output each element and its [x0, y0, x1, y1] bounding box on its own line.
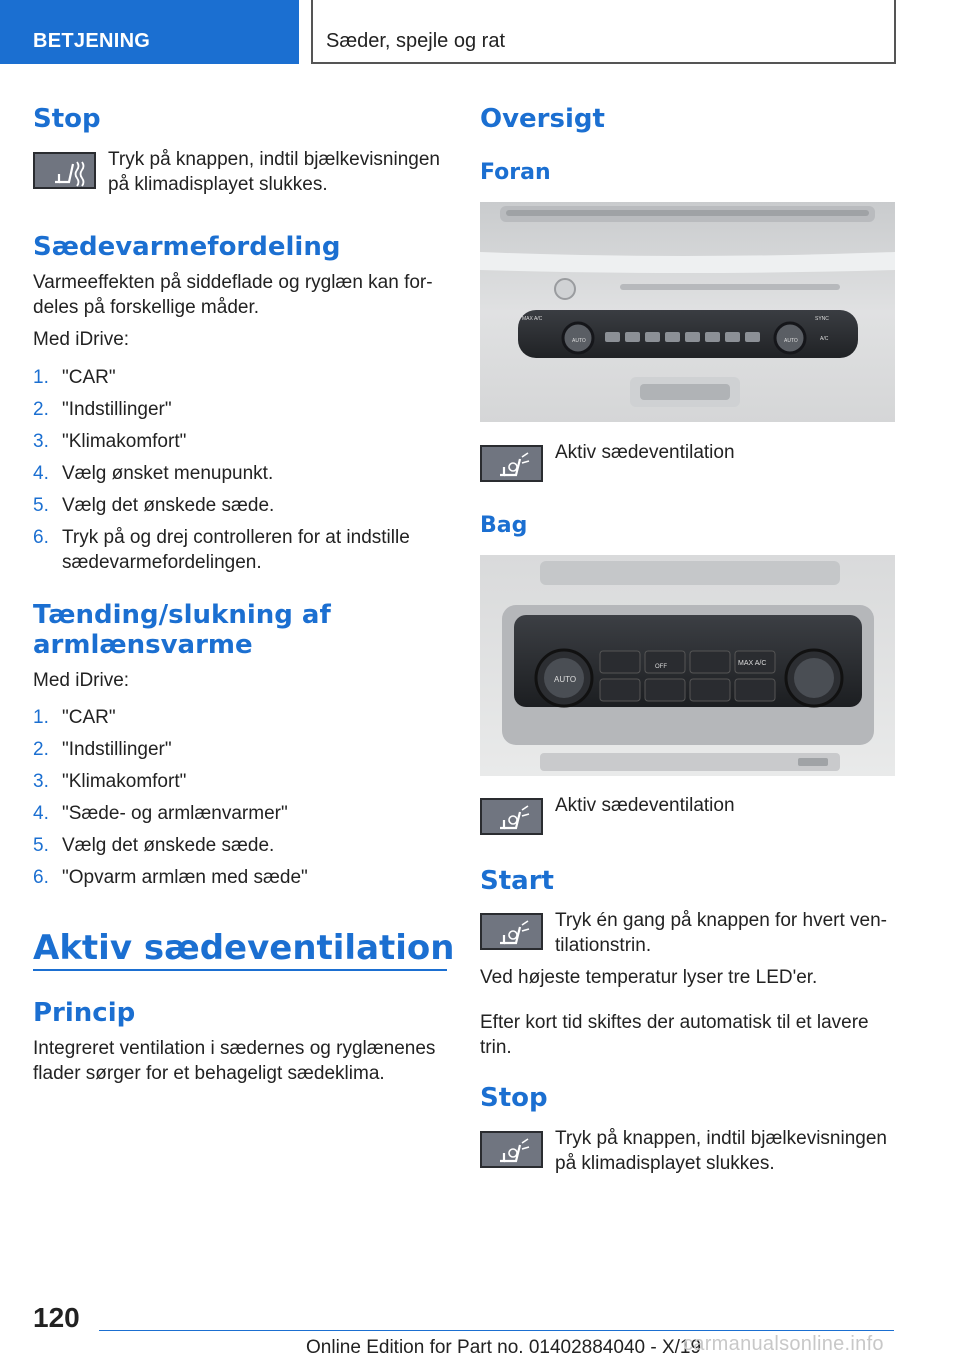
rear-max-ac-label: MAX A/C — [738, 660, 767, 667]
rear-auto-label: AUTO — [554, 675, 577, 684]
stop-right-text-line2: på klimadisplayet slukkes. — [555, 1153, 775, 1174]
overview-heading: Oversigt — [480, 104, 605, 134]
list-item — [33, 461, 433, 486]
step-number: 5. — [33, 495, 49, 516]
rear-off-label: OFF — [655, 664, 667, 670]
seat-heating-button-icon — [33, 152, 96, 189]
armrest-heading-line2: armlænsvarme — [33, 630, 253, 660]
list-item — [33, 865, 433, 890]
list-item — [33, 525, 433, 575]
step-text: Vælg ønsket menupunkt. — [62, 463, 274, 484]
seat-ventilation-button-icon — [480, 445, 543, 482]
front-heading: Foran — [480, 160, 551, 185]
stop-description: Tryk på knappen, indtil bjælkevisningen på klimadisplayet slukkes. — [108, 149, 440, 195]
step-number: 3. — [33, 771, 49, 792]
step-text: "CAR" — [62, 707, 116, 728]
list-item — [33, 429, 433, 454]
section-divider — [33, 969, 447, 971]
stop-heading-right: Stop — [480, 1083, 548, 1113]
header-section-label: BETJENING — [33, 30, 151, 52]
footer-edition: Online Edition for Part no. 01402884040 - X/19 — [306, 1337, 702, 1358]
step-number: 4. — [33, 463, 49, 484]
principle-text-line2: flader sørger for et behageligt sædeklima. — [33, 1063, 385, 1084]
seat-ventilation-button-icon — [480, 1131, 543, 1168]
step-text: "Indstillinger" — [62, 399, 172, 420]
start-text-line2: tilationstrin. — [555, 935, 652, 956]
step-text: Vælg det ønskede sæde. — [62, 835, 275, 856]
step-number: 6. — [33, 867, 49, 888]
stop-right-text-line1: Tryk på knappen, indtil bjælkevisningen — [555, 1128, 887, 1149]
front-icon-label: Aktiv sædeventilation — [555, 442, 735, 463]
step-number: 2. — [33, 399, 49, 420]
front-auto-left-label: AUTO — [572, 338, 586, 344]
step-text: "Opvarm armlæn med sæde" — [62, 867, 308, 888]
step-text: "Indstillinger" — [62, 739, 172, 760]
armrest-heating-heading — [33, 600, 331, 660]
step-number: 1. — [33, 707, 49, 728]
armrest-heading-line1: Tænding/slukning af — [33, 600, 331, 630]
principle-text-line1: Integreret ventilation i sædernes og ryglænenes — [33, 1038, 436, 1059]
rear-icon-label: Aktiv sædeventilation — [555, 795, 735, 816]
step-text: Tryk på og drej controlleren for at indstille sædevarmefordelingen. — [62, 527, 410, 573]
list-item — [33, 801, 433, 826]
step-number: 4. — [33, 803, 49, 824]
front-max-ac-label: MAX A/C — [522, 316, 543, 322]
start-text-line1: Tryk én gang på knappen for hvert ven- — [555, 910, 887, 931]
step-text: "CAR" — [62, 367, 116, 388]
seat-heat-distribution-heading: Sædevarmefordeling — [33, 232, 341, 262]
seat-ventilation-button-icon — [480, 798, 543, 835]
step-text: "Klimakomfort" — [62, 771, 187, 792]
step-text: "Klimakomfort" — [62, 431, 187, 452]
footer-divider — [99, 1330, 894, 1331]
header-section-tab — [0, 0, 299, 64]
header-chapter-tab — [311, 0, 896, 64]
front-ac-label: A/C — [820, 336, 829, 342]
list-item — [33, 365, 433, 390]
rear-climate-panel-photo — [480, 555, 895, 776]
step-number: 6. — [33, 527, 49, 548]
stop-heading: Stop — [33, 104, 101, 134]
page-number: 120 — [33, 1302, 80, 1333]
list-item — [33, 737, 433, 762]
step-text: Vælg det ønskede sæde. — [62, 495, 275, 516]
distribution-text-line2: deles på forskellige måder. — [33, 297, 260, 318]
step-number: 2. — [33, 739, 49, 760]
step-number: 1. — [33, 367, 49, 388]
front-auto-right-label: AUTO — [784, 338, 798, 344]
auto-text-line1: Efter kort tid skiftes der automatisk til et lavere — [480, 1012, 869, 1033]
led-text: Ved højeste temperatur lyser tre LED'er. — [480, 967, 818, 988]
distribution-steps-list — [33, 365, 433, 582]
step-number: 3. — [33, 431, 49, 452]
step-text: "Sæde- og armlænvarmer" — [62, 803, 288, 824]
active-seat-ventilation-heading: Aktiv sædeventilation — [33, 928, 455, 968]
list-item — [33, 493, 433, 518]
step-number: 5. — [33, 835, 49, 856]
distribution-text-line1: Varmeeffekten på siddeflade og ryglæn kan for- — [33, 272, 433, 293]
list-item — [33, 705, 433, 730]
armrest-idrive-label: Med iDrive: — [33, 670, 130, 691]
rear-heading: Bag — [480, 513, 528, 538]
front-climate-panel-photo — [480, 202, 895, 422]
watermark: carmanualsonline.info — [683, 1333, 884, 1355]
list-item — [33, 833, 433, 858]
front-sync-label: SYNC — [815, 316, 829, 322]
auto-text-line2: trin. — [480, 1037, 512, 1058]
list-item — [33, 769, 433, 794]
list-item — [33, 397, 433, 422]
distribution-idrive-label: Med iDrive: — [33, 329, 130, 350]
seat-ventilation-button-icon — [480, 913, 543, 950]
start-heading: Start — [480, 866, 554, 896]
armrest-steps-list — [33, 705, 433, 897]
principle-heading: Princip — [33, 998, 136, 1028]
header-chapter-label: Sæder, spejle og rat — [326, 30, 505, 52]
